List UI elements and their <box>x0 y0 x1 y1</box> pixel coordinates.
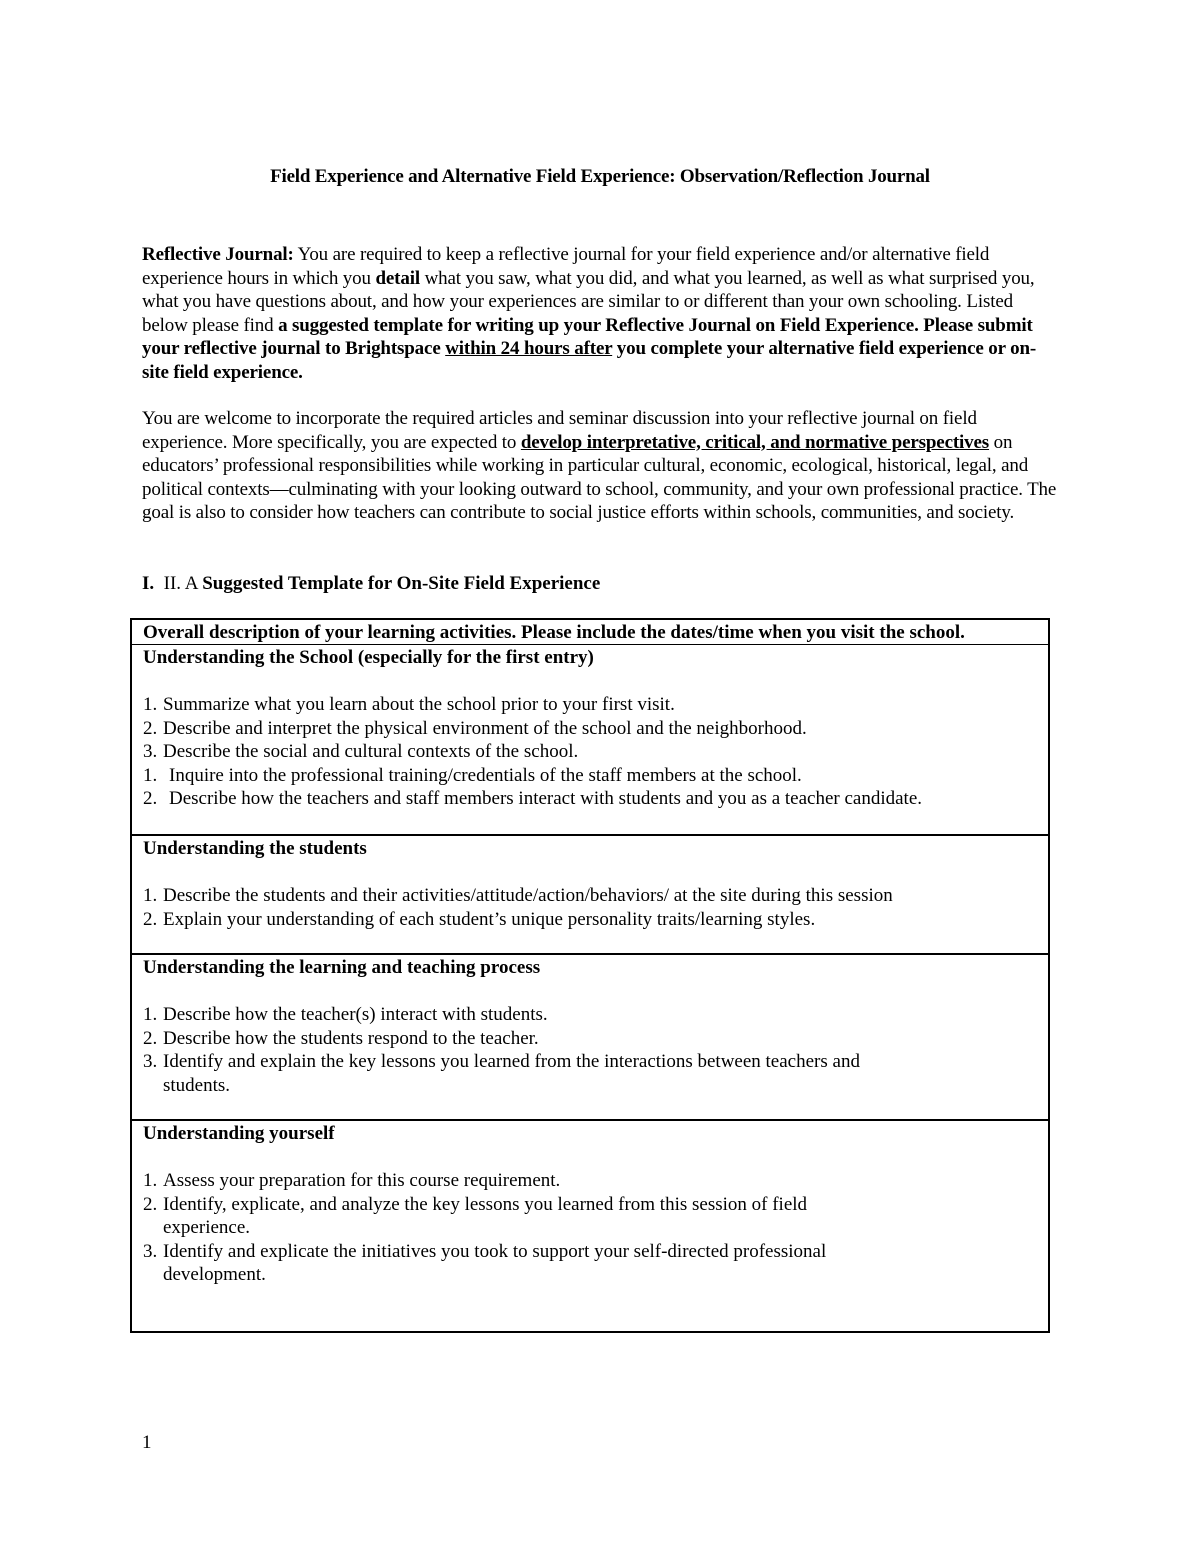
submission-instructions: a suggested template for writing up your Reflective Journal on Field Experience. Please submit your reflective journal to Brightspace <box>142 314 1033 359</box>
table-row-yourself <box>132 1119 1048 1331</box>
list-item: 1. Describe the students and their activities/attitude/action/behaviors/ at the site during this session <box>143 885 893 906</box>
paragraph-text: You are welcome to incorporate the required articles and seminar discussion into your reflective journal on field experience. More specifically, you are expected to <box>142 408 977 453</box>
expectations-paragraph <box>142 407 1057 525</box>
list-item: 2. Describe how the students respond to the teacher. <box>143 1027 539 1049</box>
table-row-school <box>132 645 1048 834</box>
perspectives-emphasis: develop interpretative, critical, and normative perspectives <box>520 431 990 453</box>
list-item: 3. Identify and explicate the initiatives you took to support your self-directed professional development. <box>143 1240 827 1285</box>
list-item: 1. Describe how the teacher(s) interact with students. <box>143 1004 548 1025</box>
section-title-students: Understanding the students <box>143 838 367 859</box>
detail-emphasis: detail <box>375 267 420 289</box>
paragraph-text: on educators’ professional responsibilities while working in particular cultural, economic, ecological, historical, legal, and political contexts—culminating with your looking outward to school, community, and your own professional practice. The goal is also to consider how teachers can contribute to social justice efforts within schools, communities, and society. <box>142 431 1057 523</box>
paragraph-text: what you saw, what you did, and what you learned, as well as what surprised you, what you have questions about, and how your experiences are similar to or different than your own schooling. Listed below please find <box>142 267 1035 336</box>
list-item: 1. Assess your preparation for this course requirement. <box>143 1170 561 1191</box>
list-students <box>143 884 1038 931</box>
section-title: Suggested Template for On-Site Field Experience <box>202 573 601 594</box>
list-yourself <box>143 1169 1038 1287</box>
list-item: 3. Identify and explain the key lessons you learned from the interactions between teachers and students. <box>143 1051 860 1096</box>
section-roman-numeral: I. <box>142 573 155 594</box>
list-teaching <box>143 1003 1038 1097</box>
list-item: 2. Describe and interpret the physical environment of the school and the neighborhood. <box>143 717 807 739</box>
list-item: 2. Identify, explicate, and analyze the key lessons you learned from this session of field experience. <box>143 1193 808 1238</box>
table-row-teaching <box>132 953 1048 1119</box>
submission-instructions-end: you complete your alternative field experience or on-site field experience. <box>142 338 1037 383</box>
overall-description: Overall description of your learning activities. Please include the dates/time when you visit the school. <box>143 622 965 643</box>
section-title-teaching: Understanding the learning and teaching process <box>143 957 541 978</box>
list-item: 1. Summarize what you learn about the school prior to your first visit. <box>143 694 675 715</box>
reflective-journal-label: Reflective Journal: <box>142 244 294 265</box>
list-item: 2. Explain your understanding of each student’s unique personality traits/learning styles. <box>143 908 816 930</box>
table-row-overall <box>132 620 1048 645</box>
table-row-students <box>132 834 1048 953</box>
paragraph-text: You are required to keep a reflective journal for your field experience and/or alternative field experience hours in which you <box>142 244 990 289</box>
page-number: 1 <box>142 1432 152 1453</box>
section-title-yourself: Understanding yourself <box>143 1123 335 1144</box>
list-school <box>143 693 1038 811</box>
list-item: 1. Inquire into the professional training/credentials of the staff members at the school. <box>143 764 802 786</box>
reflective-journal-paragraph <box>142 243 1057 384</box>
section-title-school: Understanding the School (especially for the first entry) <box>143 647 594 668</box>
list-item: 3. Describe the social and cultural contexts of the school. <box>143 741 579 762</box>
section-prefix: II. A <box>154 573 203 594</box>
document-title: Field Experience and Alternative Field Experience: Observation/Reflection Journal <box>270 166 930 187</box>
list-item: 2. Describe how the teachers and staff members interact with students and you as a teacher candidate. <box>143 788 923 809</box>
section-heading <box>142 572 600 596</box>
template-table <box>130 618 1050 1333</box>
deadline-emphasis: within 24 hours after <box>445 338 613 359</box>
